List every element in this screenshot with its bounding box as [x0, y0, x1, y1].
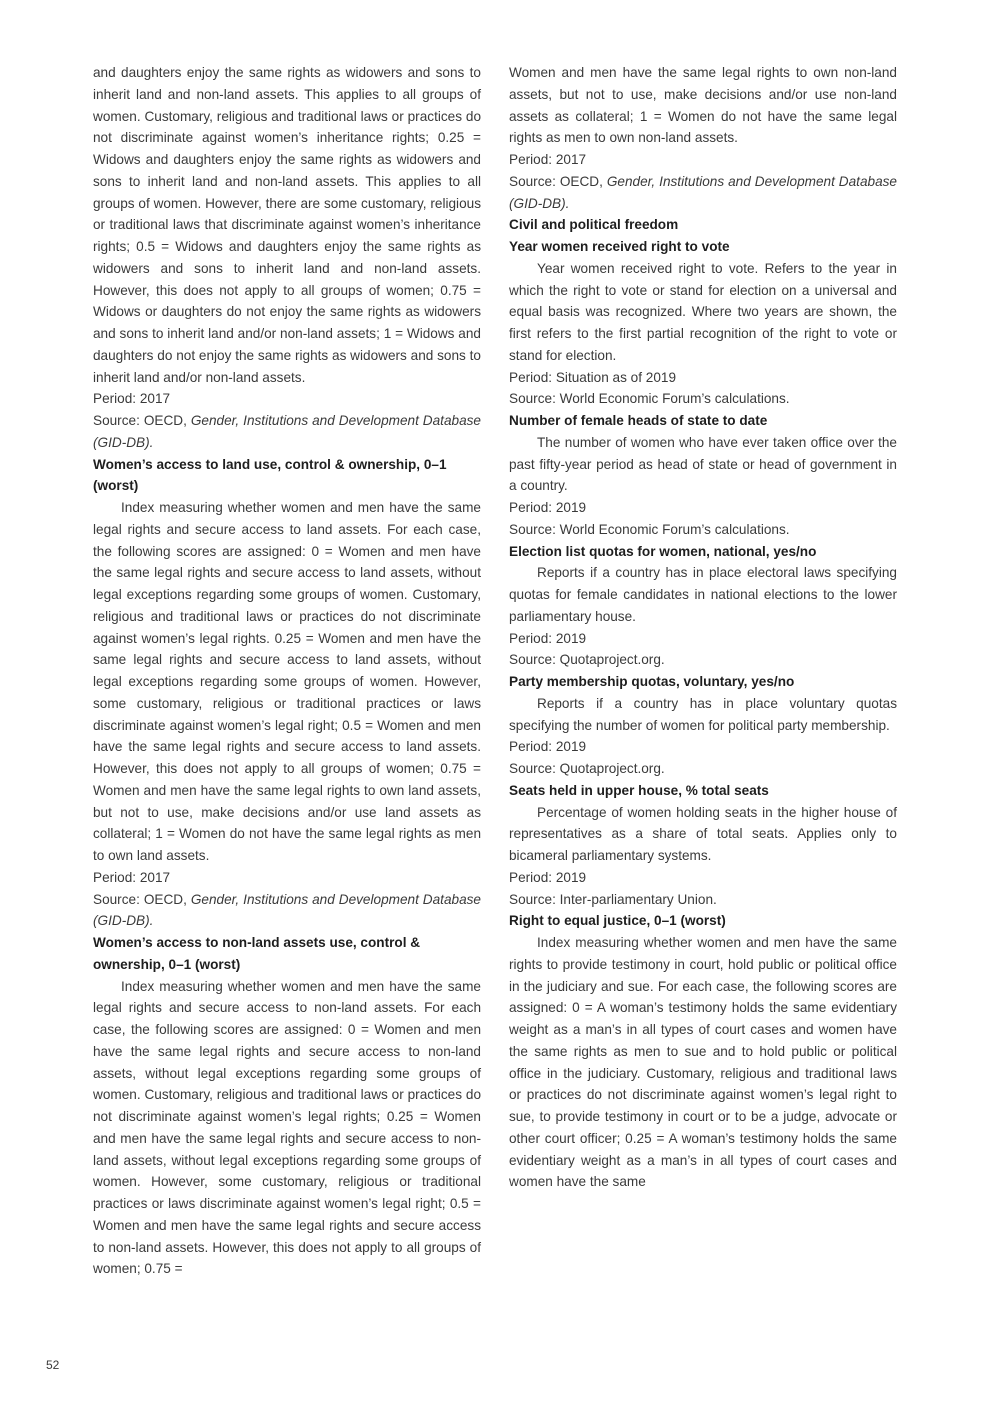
heads-of-state-heading: Number of female heads of state to date [509, 413, 768, 428]
equal-justice-heading: Right to equal justice, 0–1 (worst) [509, 913, 726, 929]
land-access-body: Index measuring whether women and men have the same legal rights and secure access to land assets. For each case, the following scores are assigned: 0 = Women and men have the same legal rights and secure access to land assets, without legal exceptions regarding some groups of women. Customary, religious and traditional laws or practices do not discriminate against women’s legal rights. 0.25 = Women and men have the same legal rights and secure access to land assets, without legal exceptions regarding some groups of women. However, some customary, religious or traditional practices or laws discriminate against women’s legal right; 0.5 = Women and men have the same legal rights and secure access to land assets. However, this does not apply to all groups of women; 0.75 = Women and men have the same legal rights to own land assets, but not to use, make decisions and/or use land assets as collateral; 1 = Women do not have the same legal rights as men to own land assets. [93, 500, 481, 863]
period-label: Period: [509, 869, 553, 885]
period-label: Period: [509, 500, 553, 515]
upper-house-body: Percentage of women holding seats in the higher house of representatives as a share of total seats. Applies only to bicameral parliamentary systems. [509, 804, 897, 863]
source-label: Source: [509, 652, 556, 668]
source-prefix: OECD, [139, 413, 191, 428]
source-value: Quotaproject.org. [555, 652, 665, 668]
land-access-heading: Women’s access to land use, control & ownership, 0–1 (worst) [93, 456, 447, 494]
land-access-period [93, 867, 481, 889]
vote-source [509, 388, 897, 410]
left-column [93, 62, 481, 1280]
election-quotas-period [509, 628, 897, 650]
election-quotas-body: Reports if a country has in place electoral laws specifying quotas for female candidates in national elections to the lower parliamentary house. [509, 565, 897, 624]
period-label: Period: [509, 630, 553, 646]
period-value: 2019 [552, 739, 587, 755]
period-value: Situation as of 2019 [552, 369, 677, 385]
source-prefix: OECD, [139, 891, 191, 907]
inheritance-source [93, 410, 481, 454]
period-value: 2017 [136, 869, 171, 885]
upper-house-heading: Seats held in upper house, % total seats [509, 782, 769, 798]
land-access-source [93, 889, 481, 933]
source-label: Source: [509, 173, 556, 189]
period-label: Period: [93, 869, 137, 885]
heads-of-state-source [509, 519, 897, 541]
source-label: Source: [509, 891, 556, 907]
nonland-access-period [509, 149, 897, 171]
source-value: World Economic Forum’s calculations. [555, 391, 790, 407]
inheritance-period [93, 388, 481, 410]
source-title: Gender, Institutions and Development Database (GID-DB). [509, 173, 897, 211]
period-label: Period: [93, 391, 137, 407]
nonland-access-source [509, 171, 897, 215]
upper-house-period [509, 867, 897, 889]
source-value: World Economic Forum’s calculations. [555, 521, 790, 537]
vote-heading: Year women received right to vote [509, 239, 730, 254]
vote-period [509, 367, 897, 389]
equal-justice-body: Index measuring whether women and men have the same rights to provide testimony in court, hold public or political office in the judiciary and sue. For each case, the following scores are assigned: 0 = A woman’s testimony holds the same evidentiary weight as a man’s in all types of court cases and women have the same rights as men to sue and to hold public or political office in the judiciary. Customary, religious and traditional laws or practices do not discriminate against women’s legal right to sue, to provide testimony in court or to be a judge, advocate or other court officer; 0.25 = A woman’s testimony holds the same evidentiary weight as a man’s in all types of court cases and women have the same [509, 935, 897, 1190]
vote-body: Year women received right to vote. Refers to the year in which the right to vote or stand for election on a universal and equal basis was recognized. Where two years are shown, the first refers to the first partial recognition of the right to vote or stand for election. [509, 260, 897, 363]
nonland-access-heading: Women’s access to non-land assets use, control & ownership, 0–1 (worst) [93, 935, 421, 972]
heads-of-state-period [509, 497, 897, 519]
party-quotas-heading: Party membership quotas, voluntary, yes/no [509, 674, 795, 689]
election-quotas-heading: Election list quotas for women, national, yes/no [509, 543, 817, 559]
source-prefix: OECD, [555, 173, 607, 189]
source-label: Source: [509, 391, 556, 407]
inheritance-body: and daughters enjoy the same rights as widowers and sons to inherit land and non-land assets. This applies to all groups of women. Customary, religious and traditional laws or practices do not discriminate against women’s inheritance rights; 0.25 = Widows and daughters enjoy the same rights as widowers and sons to inherit land and non-land assets. This applies to all groups of women. However, there are some customary, religious or traditional laws that discriminate against women’s inheritance rights; 0.5 = Widows and daughters enjoy the same rights as widowers and sons to inherit land and non-land assets. However, this does not apply to all groups of women; 0.75 = Widows or daughters do not enjoy the same rights as widowers and sons to inherit land and/or non-land assets; 1 = Widows and daughters do not enjoy the same rights as widowers and sons to inherit land and/or non-land assets. [93, 65, 481, 385]
period-value: 2017 [552, 152, 587, 167]
period-label: Period: [509, 369, 553, 385]
section-heading-civil-political: Civil and political freedom [509, 217, 679, 233]
election-quotas-source [509, 649, 897, 671]
page-number: 52 [46, 1358, 60, 1372]
source-label: Source: [509, 521, 556, 537]
upper-house-source [509, 889, 897, 911]
source-title: Gender, Institutions and Development Database (GID-DB). [93, 891, 481, 929]
period-value: 2017 [136, 391, 171, 407]
party-quotas-source [509, 758, 897, 780]
period-value: 2019 [552, 869, 587, 885]
source-label: Source: [93, 413, 140, 428]
party-quotas-body: Reports if a country has in place voluntary quotas specifying the number of women for political party membership. [509, 695, 897, 733]
period-label: Period: [509, 739, 553, 755]
nonland-access-body: Index measuring whether women and men have the same legal rights and secure access to non-land assets. For each case, the following scores are assigned: 0 = Women and men have the same legal rights and secure access to non-land assets, without legal exceptions regarding some groups of women. Customary, religious and traditional laws or practices do not discriminate against women’s legal rights; 0.25 = Women and men have the same legal rights and secure access to non-land assets, without legal exceptions regarding some groups of women. However, some customary, religious or traditional practices or laws discriminate against women’s legal right; 0.5 = Women and men have the same legal rights and secure access to non-land assets. However, this does not apply to all groups of women; 0.75 = [93, 978, 481, 1277]
period-value: 2019 [552, 630, 587, 646]
period-value: 2019 [552, 500, 587, 515]
source-label: Source: [509, 761, 556, 776]
heads-of-state-body: The number of women who have ever taken office over the past fifty-year period as head of state or head of government in a country. [509, 434, 897, 494]
source-title: Gender, Institutions and Development Database (GID-DB). [93, 413, 481, 450]
source-value: Quotaproject.org. [555, 761, 665, 776]
right-column [509, 62, 897, 1193]
nonland-access-body-continued: Women and men have the same legal rights to own non-land assets, but not to use, make decisions and/or use non-land assets as collateral; 1 = Women do not have the same legal rights as men to own non-land assets. [509, 65, 897, 146]
party-quotas-period [509, 736, 897, 758]
period-label: Period: [509, 152, 553, 167]
source-value: Inter-parliamentary Union. [555, 891, 717, 907]
source-label: Source: [93, 891, 140, 907]
